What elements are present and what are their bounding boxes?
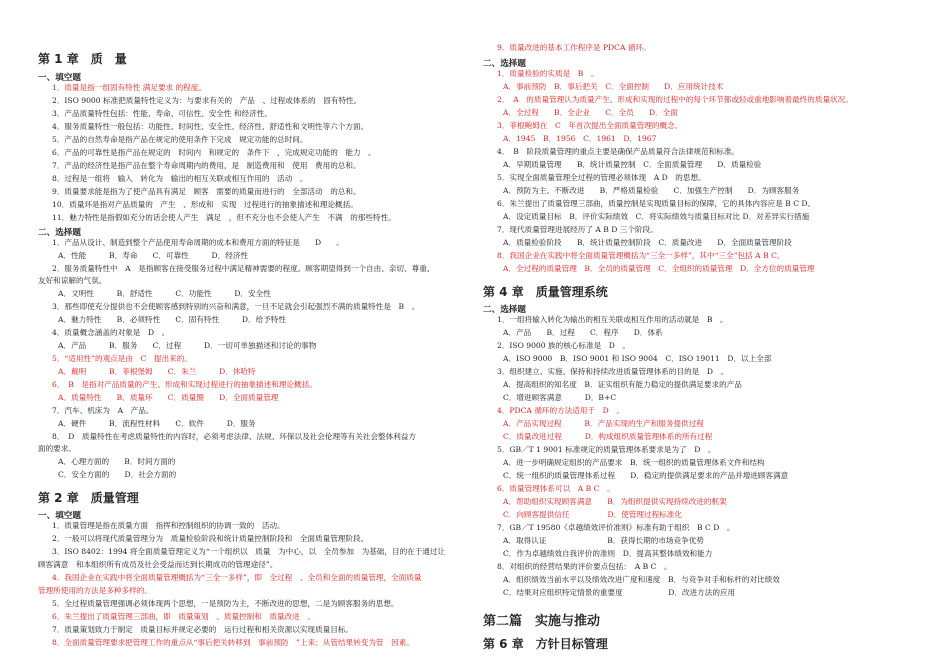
- text-line: A．取得认证 B．获得长期的市场竞争优势: [503, 536, 704, 545]
- text-line: 面的要求。: [38, 444, 76, 453]
- text-line: A．性能 B．寿命 C．可靠性 D．经济性: [58, 251, 249, 260]
- text-line: A．产品 B．过程 C．程序 D．体系: [503, 328, 663, 337]
- text-line: 4． B 阶段质量管理的重点主要是确保产品质量符合法律规范和标准。: [497, 147, 740, 156]
- text-line: 6．质量管理体系可以 A B C 。: [497, 484, 615, 493]
- text-line: 1．质量管理是指在质量方面 指挥和控制组织的协调一致的 活动。: [52, 521, 285, 530]
- text-line: A．ISO 9000 B．ISO 9001 和 ISO 9004 C．ISO 19011 D．以上全部: [503, 354, 772, 363]
- text-line: A．质量特性 B．质量环 C．质量圈 D．全面质量管理: [58, 393, 279, 402]
- text-line: 7．现代质量管理进展经历了 A B D 三个阶段。: [497, 225, 658, 234]
- chapter-heading: 第 4 章 质量管理系统: [483, 285, 608, 299]
- text-line: 5．全过程质量管理强调必须体现两个思想，一是预防为主，不断改进的思想，二是为顾客服务的思想。: [52, 599, 399, 608]
- text-line: 5．产品的自然寿命是指产品在规定的使用条件下完成 规定功能的总时间。: [52, 135, 308, 144]
- text-line: 管理所使用的方法是多种多样的。: [38, 586, 152, 595]
- text-line: 7．质量策划致力于制定 质量目标并规定必要的 运行过程和相关资源以实现质量目标。: [52, 625, 353, 634]
- text-line: C．结果对应组织特定情景的重要度 D．改进方法的应用: [503, 588, 736, 597]
- text-line: 7．汽车、机床为 A 产品。: [52, 406, 154, 415]
- text-line: 3．菲根鲍姆在 C 年首次提出全面质量管理的概念。: [497, 121, 683, 130]
- text-line: A．预防为主、不断改进 B．严格质量检验 C．加强生产控制 D．为顾客服务: [503, 186, 800, 195]
- chapter-heading: 第 2 章 质量管理: [38, 491, 139, 505]
- text-line: C．质量改进过程 D．构成组织质量管理体系的所有过程: [503, 432, 713, 441]
- text-line: 11．魅力特性是指假如充分的话会使人产生 满足 ，但不充分也不会使人产生 不满 的那些特性。: [52, 213, 396, 222]
- section-heading: 一、填空题: [38, 73, 81, 83]
- text-line: 6．朱兰提出了质量管理三部曲，质量控制是实现质量目标的保障，它的具体内容应是 B C D。: [497, 199, 816, 208]
- text-line: C．统一组织的质量管理体系过程 D．稳定的提供满足要求的产品并增进顾客满意: [503, 471, 789, 480]
- text-line: 2． A 的质量管理认为质量产生、形成和实现的过程中的每个环节都或轻或重地影响着最终的质量状况。: [497, 95, 853, 104]
- text-line: 8．我国企业在实践中将全面质量管理概括为“三全一多样”，其中“三全”包括 A B C。: [497, 251, 785, 260]
- text-line: 9．质量改进的基本工作程序是 PDCA 循环。: [497, 43, 651, 52]
- text-line: A．早期质量管理 B．统计质量控制 C．全面质量管理 D．质量检验: [503, 160, 762, 169]
- text-line: A．质量检验阶段 B．统计质量控制阶段 C．质量改进 D．全面质量管理阶段: [503, 238, 792, 247]
- text-line: 6．朱兰提出了质量管理三部曲，即 质量策划 、质量控制和 质量改进 。: [52, 612, 316, 621]
- text-line: 6．产品的可靠性是指产品在规定的 时间内 和规定的 条件下 ，完成规定功能的 能力 。: [52, 148, 376, 157]
- text-line: 5．实现全面质量管理全过程的管理必须体现 A D 的思想。: [497, 173, 706, 182]
- text-line: 顾客满意 和本组织所有成员及社会受益而达到长期成功的管理途径”。: [38, 560, 278, 569]
- text-line: C．安全方面的 D．社会方面的: [58, 470, 177, 479]
- text-line: A．帮助组织实现顾客满意 B．为组织提供实现持续改进的框架: [503, 497, 727, 506]
- text-line: 1．一组将输入转化为输出的相互关联或相互作用的活动就是 B 。: [497, 315, 728, 324]
- text-line: C．增进顾客满意 D．B+C: [503, 393, 617, 402]
- text-line: A．全过程的质量管理 B．全员的质量管理 C．全组织的质量管理 D．全方位的质量管理: [503, 264, 815, 273]
- text-line: A．事前预防 B．事后把关 C．全面控制 D．应用统计技术: [503, 82, 724, 91]
- text-line: 友好和谅解的气氛。: [38, 276, 107, 285]
- text-line: 1．产品从设计、制造到整个产品使用寿命周期的成本和费用方面的特征是 D 。: [52, 238, 344, 247]
- text-line: A．产品实现过程 B．产品实现的生产和服务提供过程: [503, 419, 704, 428]
- text-line: 5．“适用性”的观点是由 C 提出来的。: [52, 354, 192, 363]
- text-line: A．硬件 B．流程性材料 C．软件 D．服务: [58, 419, 256, 428]
- text-line: A．设定质量目标 B．评价实际绩效 C．将实际绩效与质量目标对比 D．对差异实行措施: [503, 212, 810, 221]
- chapter-heading: 第 1 章 质 量: [38, 52, 127, 66]
- text-line: 3．ISO 8402：1994 将全面质量管理定义为“一个组织以 质量 为中心，以 全员参加 为基础，目的在于通过让: [52, 547, 446, 556]
- chapter-heading: 第二篇 实施与推动: [483, 614, 601, 629]
- section-heading: 二、选择题: [483, 305, 526, 315]
- text-line: 3．那些即使充分提供也不会使顾客感到特别的兴奋和满意，一旦不足就会引起强烈不满的质量特性是 B 。: [52, 302, 420, 311]
- text-line: 2．服务质量特性中 A 是指顾客在接受服务过程中满足精神需要的程度。顾客期望得到一个自由、亲切、尊重、: [52, 264, 435, 273]
- text-line: 2．ISO 9000 标准把质量特性定义为：与要求有关的 产品 、过程或体系的 固有特性。: [52, 96, 362, 105]
- text-line: A．组织绩效当前水平以及绩效改进广度和速度 B．与竞争对手和标杆的对比绩效: [503, 575, 780, 584]
- text-line: C．作为卓越绩效自我评价的准则 D．提高其整体绩效和能力: [503, 549, 713, 558]
- text-line: 1．质量检验的实质是 B 。: [497, 69, 599, 78]
- text-line: A．全过程 B．全企业 C．全员 D．全面: [503, 108, 678, 117]
- text-line: A．心理方面的 B．时间方面的: [58, 457, 176, 466]
- text-line: A．进一步明确规定组织的产品要求 B．统一组织的质量管理体系文件和结构: [503, 458, 765, 467]
- text-line: 3．产品质量特性包括：性能、寿命、可信性、安全性 和经济性。: [52, 109, 272, 118]
- text-line: 8．过程是一组将 输入 转化为 输出的相互关联或相互作用的 活动 。: [52, 174, 308, 183]
- text-line: A．戴明 B．菲根堡姆 C．朱兰 D．休哈特: [58, 367, 256, 376]
- text-line: 1．质量是指一组固有特性 满足要求 的程度。: [52, 83, 206, 92]
- text-line: 10．质量环是指对产品质量的 产生 、形成和 实现 过程进行的抽象描述和理论概括。: [52, 200, 358, 209]
- text-line: 6． B 是指对产品质量的产生、形成和实现过程进行的抽象描述和理论概括。: [52, 380, 317, 389]
- text-line: 4．质量概念涵盖的对象是 D 。: [52, 328, 170, 337]
- text-line: A．魅力特性 B．必须特性 C．固有特性 D．给予特性: [58, 315, 286, 324]
- text-line: A．文明性 B．舒适性 C．功能性 D．安全性: [58, 289, 271, 298]
- text-line: 7．产品的经济性是指产品在整个寿命周期内的费用，是 制造费用和 使用 费用的总和。: [52, 161, 361, 170]
- text-line: 2．ISO 9000 族的核心标准是 D 。: [497, 341, 631, 350]
- text-line: 9．质量要求能是指为了使产品具有满足 顾客 需要的质量而进行的 全部活动 的总和。: [52, 187, 361, 196]
- text-line: 5．GB／T 1 9001 标准规定的质量管理体系要求是为了 D 。: [497, 445, 716, 454]
- text-line: A．1945 B．1956 C．1961 D．1967: [503, 134, 657, 143]
- text-line: 3．组织建立、实施、保持和持续改进质量管理体系的目的是 D 。: [497, 367, 729, 376]
- chapter-heading: 第 6 章 方针目标管理: [483, 637, 608, 651]
- text-line: A．产品 B．服务 C．过程 D．一切可单独描述和讨论的事物: [58, 341, 317, 350]
- section-heading: 一、填空题: [38, 511, 81, 521]
- text-line: 4．服务质量特性一般包括：功能性、时间性、安全性、经济性、舒适性和文明性等六个方面。: [52, 122, 369, 131]
- section-heading: 二、选择题: [38, 228, 81, 238]
- text-line: 8．对组织的经营结果的评价要点包括： A B C 。: [497, 562, 672, 571]
- text-line: 8．全面质量管理要求把管理工作的重点从“事后把关转移到 事前预防 ”上来；从管结果转变为管 因素。: [52, 638, 414, 647]
- text-line: 2．一般可以将现代质量管理分为 质量检验阶段和统计质量控制阶段和 全面质量管理阶段。: [52, 534, 369, 543]
- text-line: 8． D 质量特性在考虑质量特性的内容时，必须考虑法律、法规、环保以及社会伦理等有关社会整体利益方: [52, 432, 417, 441]
- text-line: 4．PDCA 循环的方法适用于 D 。: [497, 406, 624, 415]
- text-line: A．提高组织的知名度 B．证实组织有能力稳定的提供满足要求的产品: [503, 380, 742, 389]
- text-line: 4．我国企业在实践中将全面质量管理概括为“三全一多样”，即 全过程 、全员和全面的质量管理，全面质量: [52, 573, 422, 582]
- section-heading: 二、选择题: [483, 59, 526, 69]
- text-line: C．向顾客提供信任 D．使管理过程标准化: [503, 510, 682, 519]
- text-line: 7．GB／T 19580《卓越绩效评价准则》标准有助于组织 B C D 。: [497, 523, 735, 532]
